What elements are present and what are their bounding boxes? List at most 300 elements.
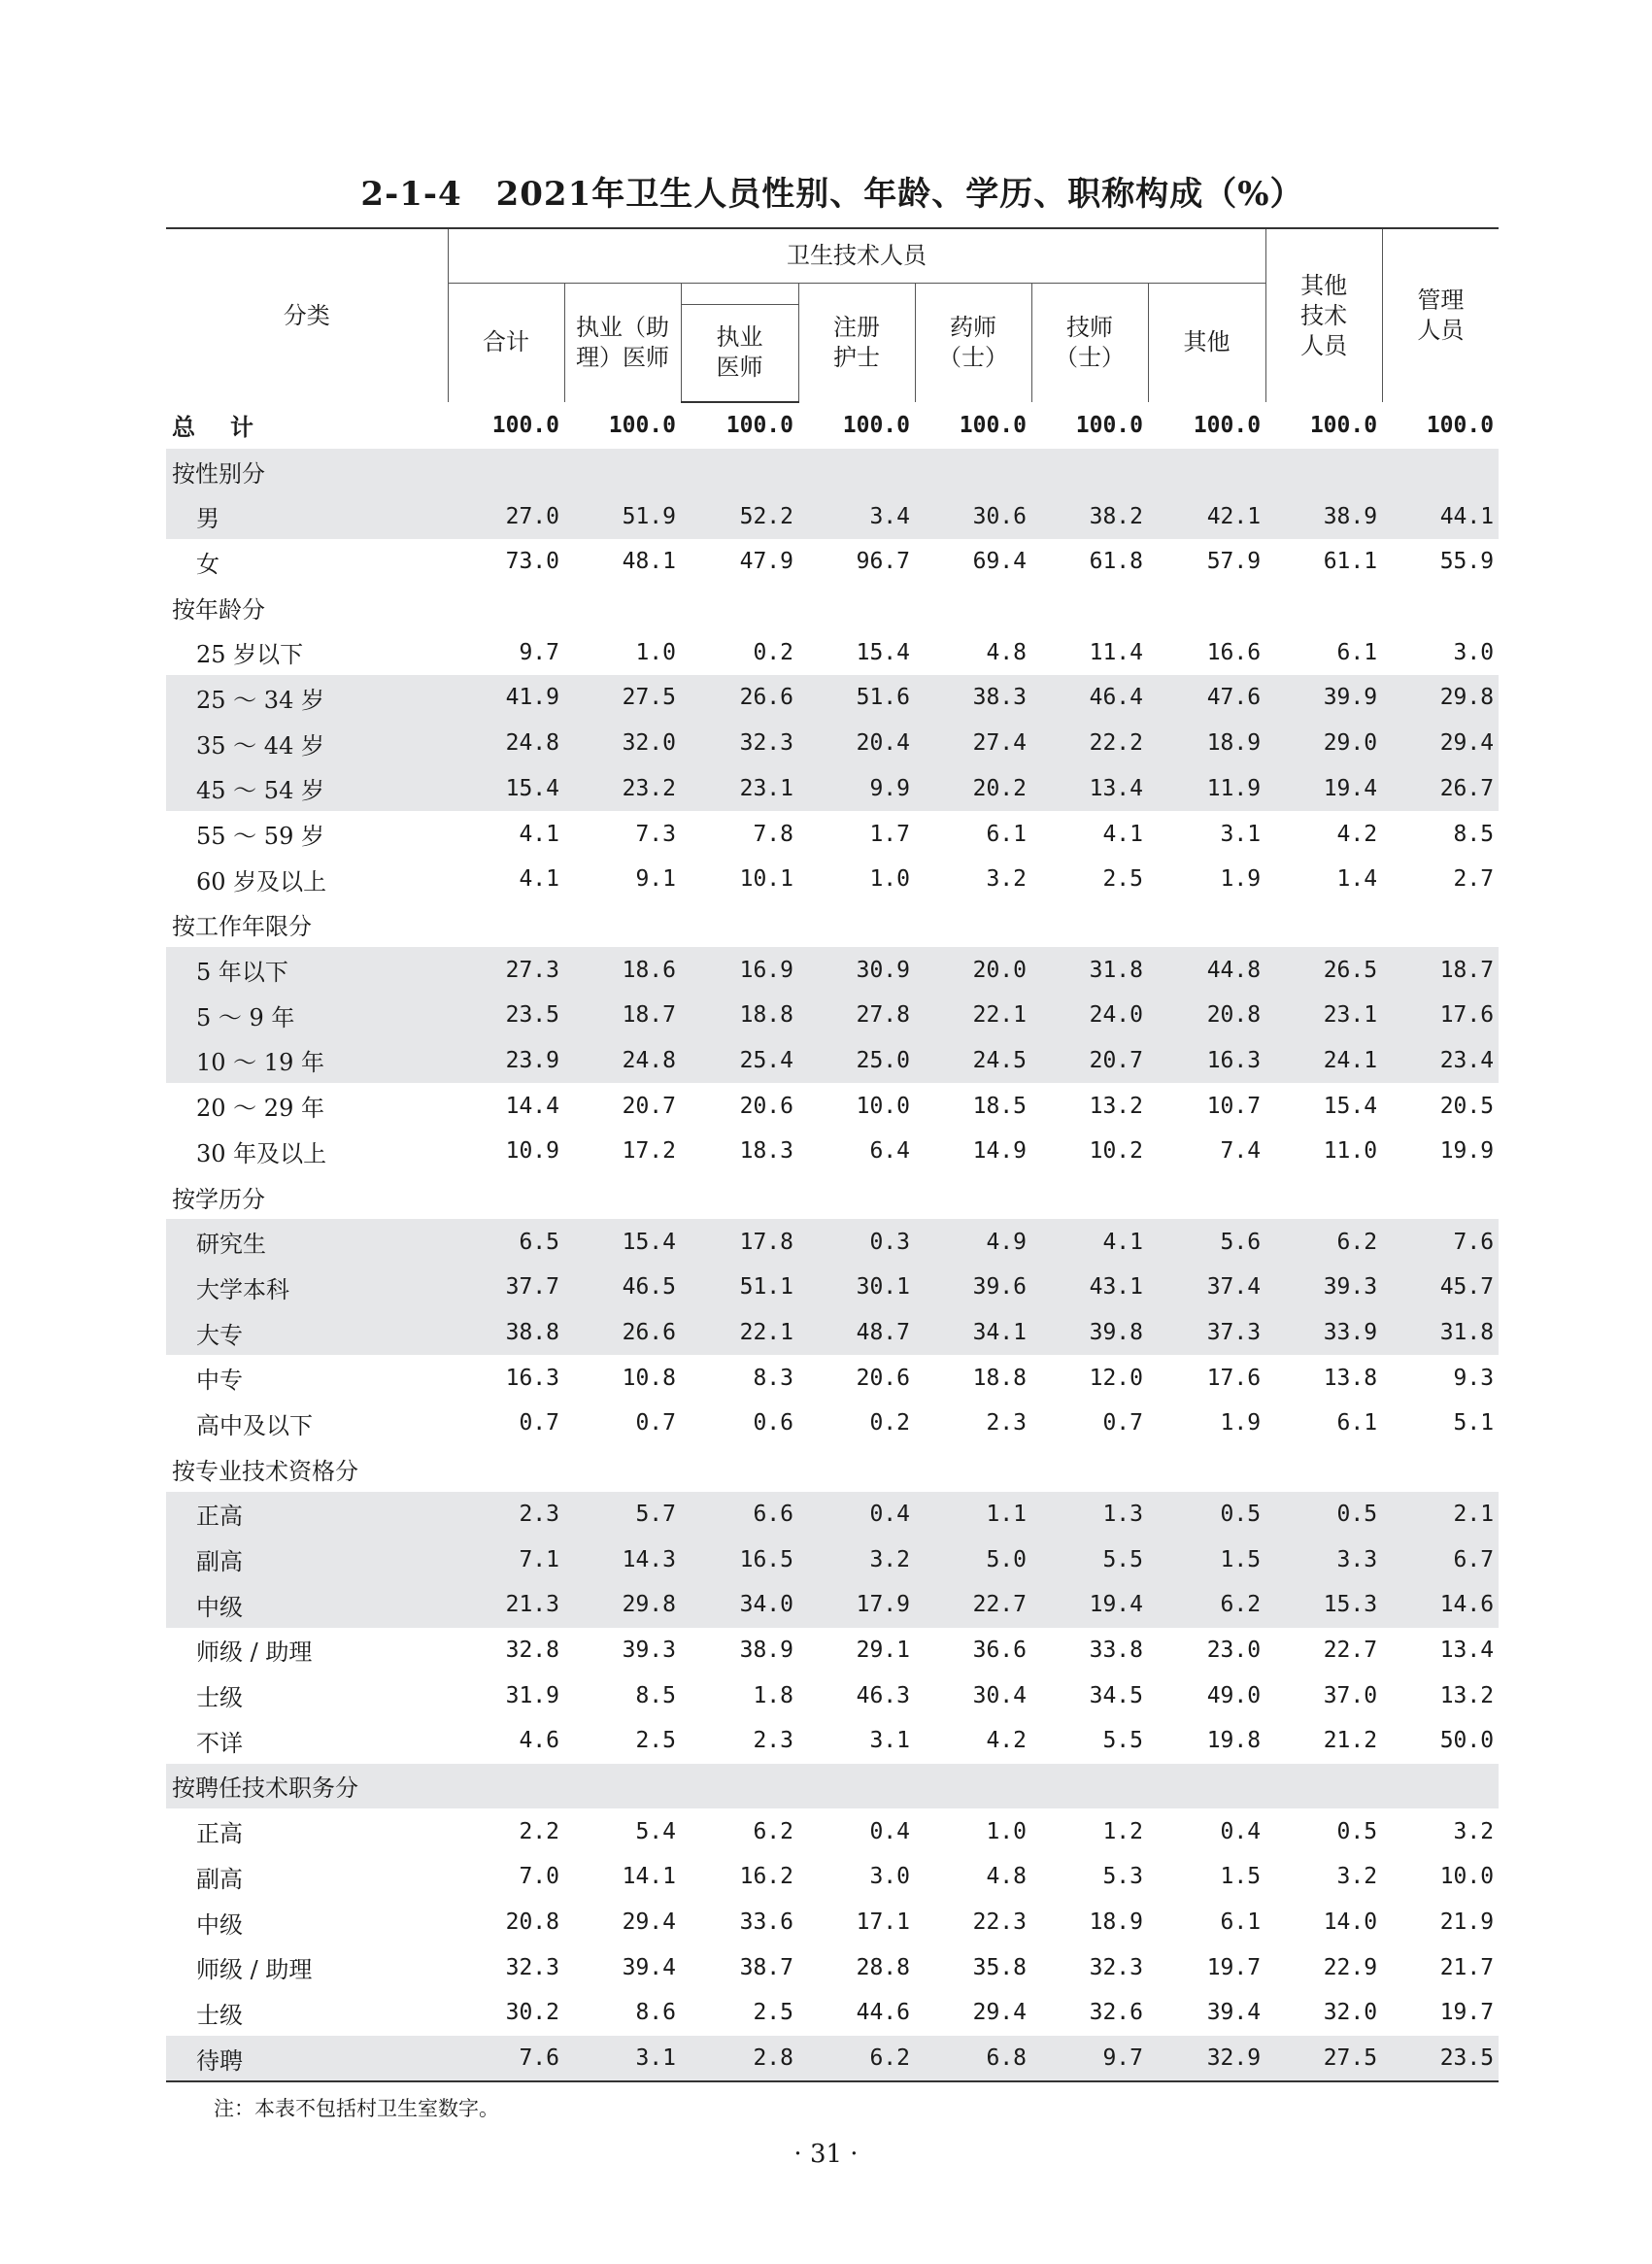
cell-value: 20.6: [739, 1093, 793, 1119]
cell-value: 8.3: [753, 1365, 793, 1391]
cell-value: 0.5: [1336, 1818, 1378, 1844]
cell-value: 3.2: [1336, 1864, 1378, 1890]
cell-value: 39.8: [1031, 1310, 1148, 1356]
cell-value: 8.6: [635, 2000, 676, 2026]
cell-value: 10.2: [1089, 1138, 1143, 1165]
cell-value: 4.2: [986, 1728, 1027, 1754]
cell-value: 23.0: [1206, 1637, 1262, 1663]
table-row: [166, 1083, 1499, 1129]
row-label: 师级 / 助理: [196, 1639, 313, 1667]
cell-value: 26.6: [564, 1310, 681, 1356]
cell-value: 61.1: [1323, 549, 1378, 575]
cell-value: 4.1: [1102, 821, 1143, 847]
cell-value: 18.8: [972, 1365, 1027, 1391]
row-label: 正高: [196, 1820, 243, 1848]
cell-value: 32.6: [1089, 2000, 1143, 2026]
cell-value: 33.6: [739, 1909, 793, 1936]
row-label: 按学历分: [172, 1185, 265, 1213]
cell-value: 37.0: [1323, 1682, 1378, 1708]
cell-value: 20.2: [915, 766, 1031, 812]
cell-value: 39.3: [622, 1637, 676, 1663]
row-label: 士级: [196, 2001, 243, 2029]
cell-value: 7.8: [753, 821, 793, 847]
cell-value: 31.8: [1031, 947, 1148, 993]
cell-value: 22.2: [1031, 721, 1148, 766]
cell-value: 24.8: [448, 721, 564, 766]
row-label: 30 年及以上: [196, 1139, 327, 1167]
cell-value: 4.8: [986, 639, 1027, 665]
cell-value: 26.7: [1382, 766, 1499, 812]
table-row: [166, 993, 1499, 1038]
cell-value: 51.1: [681, 1265, 798, 1310]
cell-value: 9.9: [798, 766, 915, 812]
row-label: 正高: [166, 1492, 448, 1537]
row-label: 女: [196, 550, 219, 578]
cell-value: 2.5: [753, 2000, 793, 2026]
cell-value: 6.1: [1336, 639, 1378, 665]
cell-value: 20.4: [798, 721, 915, 766]
cell-value: 100.0: [725, 413, 793, 439]
cell-value: [915, 1764, 1031, 1809]
cell-value: 46.3: [856, 1682, 910, 1708]
cell-value: 26.6: [681, 675, 798, 721]
cell-value: [1031, 1764, 1148, 1809]
table-row: [166, 1537, 1499, 1582]
cell-value: [915, 449, 1031, 494]
cell-value: [1148, 1446, 1265, 1492]
cell-value: 45.7: [1382, 1265, 1499, 1310]
cell-value: 5.4: [635, 1818, 676, 1844]
cell-value: 18.7: [564, 993, 681, 1038]
cell-value: [448, 1174, 564, 1220]
cell-value: 3.2: [1453, 1818, 1495, 1844]
cell-value: 19.4: [1265, 766, 1382, 812]
cell-value: [1382, 449, 1499, 494]
cell-value: 24.5: [915, 1038, 1031, 1084]
table-row: [166, 1944, 1499, 1990]
cell-value: 100.0: [608, 412, 676, 438]
cell-value: 8.5: [1453, 821, 1495, 847]
cell-value: 49.0: [1206, 1682, 1262, 1708]
cell-value: 61.8: [1089, 549, 1143, 575]
row-label: 副高: [196, 1865, 243, 1893]
cell-value: 20.5: [1439, 1093, 1495, 1119]
header-technician: 技师 （士）: [1031, 283, 1148, 402]
header-health-tech: 卫生技术人员: [448, 228, 1265, 283]
cell-value: [798, 1764, 915, 1809]
cell-value: 21.9: [1439, 1909, 1495, 1936]
cell-value: 19.7: [1206, 1954, 1262, 1980]
cell-value: 31.8: [1382, 1310, 1499, 1356]
cell-value: 5.5: [1102, 1728, 1143, 1754]
cell-value: 2.3: [986, 1410, 1027, 1436]
cell-value: 6.1: [1336, 1410, 1378, 1436]
cell-value: 1.4: [1336, 866, 1378, 893]
cell-value: 37.7: [448, 1265, 564, 1310]
cell-value: 1.0: [869, 866, 910, 893]
cell-value: 51.6: [798, 675, 915, 721]
cell-value: 23.4: [1382, 1038, 1499, 1084]
cell-value: [915, 1174, 1031, 1220]
cell-value: [1031, 902, 1148, 948]
cell-value: 38.2: [1031, 493, 1148, 539]
cell-value: 39.4: [1206, 2000, 1262, 2026]
table-row: [166, 1492, 1499, 1537]
cell-value: 32.3: [681, 721, 798, 766]
cell-value: 44.8: [1148, 947, 1265, 993]
cell-value: 0.3: [798, 1219, 915, 1265]
cell-value: 30.4: [972, 1682, 1027, 1708]
cell-value: 5.7: [564, 1492, 681, 1537]
cell-value: [1148, 449, 1265, 494]
cell-value: 13.2: [1439, 1682, 1495, 1708]
cell-value: 15.4: [856, 639, 910, 665]
table-row: [166, 675, 1499, 721]
cell-value: 2.3: [448, 1492, 564, 1537]
cell-value: [1148, 585, 1265, 630]
row-label: 按专业技术资格分: [172, 1457, 358, 1485]
table-title: 2-1-4 2021年卫生人员性别、年龄、学历、职称构成（%）: [360, 175, 1304, 214]
row-label: 士级: [196, 1684, 243, 1712]
cell-value: 16.5: [681, 1537, 798, 1582]
cell-value: [448, 585, 564, 630]
row-label: 45 ～ 54 岁: [166, 766, 448, 812]
cell-value: 48.7: [798, 1310, 915, 1356]
cell-value: 0.2: [753, 639, 793, 665]
cell-value: 32.3: [1089, 1954, 1143, 1980]
cell-value: [1031, 1174, 1148, 1220]
cell-value: 18.7: [1382, 947, 1499, 993]
cell-value: 48.1: [622, 549, 676, 575]
cell-value: 30.6: [915, 493, 1031, 539]
cell-value: 55.9: [1439, 549, 1495, 575]
cell-value: [798, 449, 915, 494]
cell-value: 16.9: [681, 947, 798, 993]
cell-value: 22.9: [1323, 1954, 1378, 1980]
data-table: [166, 227, 1499, 2082]
cell-value: 100.0: [1075, 412, 1143, 438]
cell-value: 19.4: [1031, 1582, 1148, 1628]
cell-value: [1031, 1446, 1148, 1492]
row-label: 高中及以下: [196, 1411, 313, 1439]
cell-value: [564, 1764, 681, 1809]
cell-value: 18.6: [564, 947, 681, 993]
table-row: [166, 1854, 1499, 1900]
cell-value: 47.9: [739, 549, 793, 575]
header-licensed-asst: 执业（助 理）医师: [564, 283, 681, 402]
cell-value: [1382, 585, 1499, 630]
cell-value: 13.2: [1089, 1093, 1143, 1119]
header-licensed: 执业 医师: [681, 304, 798, 402]
cell-value: 31.9: [505, 1682, 559, 1708]
row-label: 按聘任技术职务分: [166, 1764, 448, 1809]
cell-value: 30.1: [798, 1265, 915, 1310]
table-row: [166, 493, 1499, 539]
cell-value: 14.3: [564, 1537, 681, 1582]
table-row: [166, 1355, 1499, 1401]
cell-value: 6.2: [753, 1818, 793, 1844]
row-label: 20 ～ 29 年: [196, 1095, 324, 1123]
cell-value: [681, 1446, 798, 1492]
cell-value: 6.1: [986, 821, 1027, 847]
table-row: [166, 449, 1499, 494]
cell-value: 21.2: [1323, 1728, 1378, 1754]
cell-value: 10.7: [1206, 1093, 1262, 1119]
cell-value: 1.1: [915, 1492, 1031, 1537]
cell-value: 7.0: [519, 1864, 559, 1890]
cell-value: 4.1: [519, 866, 559, 893]
cell-value: 22.7: [1323, 1637, 1378, 1663]
row-label: 研究生: [166, 1219, 448, 1265]
cell-value: 37.4: [1148, 1265, 1265, 1310]
cell-value: [564, 1174, 681, 1220]
row-label: 60 岁及以上: [196, 867, 327, 895]
cell-value: [448, 1446, 564, 1492]
cell-value: [1148, 1174, 1265, 1220]
cell-value: 7.3: [635, 821, 676, 847]
cell-value: 0.4: [1220, 1818, 1262, 1844]
cell-value: 3.1: [869, 1728, 910, 1754]
cell-value: 30.2: [505, 2000, 559, 2026]
cell-value: 100.0: [1426, 412, 1495, 438]
row-label: 中级: [166, 1582, 448, 1628]
cell-value: 14.4: [505, 1093, 559, 1119]
cell-value: 15.4: [564, 1219, 681, 1265]
cell-value: 26.5: [1265, 947, 1382, 993]
cell-value: 6.1: [1220, 1909, 1262, 1936]
cell-value: 21.3: [448, 1582, 564, 1628]
cell-value: 22.3: [972, 1909, 1027, 1936]
cell-value: 100.0: [842, 412, 910, 438]
cell-value: [448, 449, 564, 494]
cell-value: 24.0: [1031, 993, 1148, 1038]
cell-value: 15.3: [1265, 1582, 1382, 1628]
cell-value: 3.0: [1453, 639, 1495, 665]
cell-value: 69.4: [972, 549, 1027, 575]
cell-value: 22.1: [681, 1310, 798, 1356]
cell-value: [1382, 1446, 1499, 1492]
table-row: [166, 585, 1499, 630]
cell-value: 1.9: [1220, 866, 1262, 893]
row-label: 按工作年限分: [172, 913, 312, 941]
cell-value: 21.7: [1439, 1954, 1495, 1980]
table-row: [166, 902, 1499, 948]
row-label: 待聘: [166, 2036, 448, 2082]
cell-value: 1.9: [1220, 1410, 1262, 1436]
header-category: 分类: [166, 228, 448, 402]
cell-value: 38.9: [739, 1637, 793, 1663]
cell-value: 39.3: [1265, 1265, 1382, 1310]
cell-value: 23.1: [1265, 993, 1382, 1038]
row-label: 中专: [196, 1367, 243, 1395]
cell-value: 2.8: [681, 2036, 798, 2082]
cell-value: 39.9: [1265, 675, 1382, 721]
cell-value: 1.3: [1031, 1492, 1148, 1537]
cell-value: [1265, 1764, 1382, 1809]
cell-value: [681, 902, 798, 948]
cell-value: 38.3: [915, 675, 1031, 721]
cell-value: 32.9: [1148, 2036, 1265, 2082]
cell-value: [1148, 902, 1265, 948]
table-row: [166, 2036, 1499, 2082]
table-row: [166, 539, 1499, 585]
header-other: 其他: [1148, 283, 1265, 402]
cell-value: 32.3: [505, 1954, 559, 1980]
cell-value: 17.6: [1382, 993, 1499, 1038]
cell-value: [564, 902, 681, 948]
cell-value: 0.7: [635, 1410, 676, 1436]
cell-value: 11.4: [1089, 639, 1143, 665]
table-row: [166, 1129, 1499, 1174]
cell-value: 1.5: [1148, 1537, 1265, 1582]
cell-value: 23.5: [448, 993, 564, 1038]
table-row: [166, 811, 1499, 857]
table-row: [166, 1446, 1499, 1492]
cell-value: 46.5: [564, 1265, 681, 1310]
cell-value: 18.9: [1089, 1909, 1143, 1936]
cell-value: 100.0: [1193, 412, 1262, 438]
cell-value: [1031, 449, 1148, 494]
cell-value: 38.7: [739, 1954, 793, 1980]
cell-value: [1265, 1174, 1382, 1220]
cell-value: 2.2: [519, 1818, 559, 1844]
cell-value: 2.1: [1382, 1492, 1499, 1537]
cell-value: [681, 585, 798, 630]
cell-value: 29.0: [1265, 721, 1382, 766]
cell-value: 14.9: [972, 1138, 1027, 1165]
cell-value: 1.5: [1220, 1864, 1262, 1890]
cell-value: 10.9: [505, 1138, 559, 1165]
cell-value: 20.0: [915, 947, 1031, 993]
cell-value: 2.7: [1453, 866, 1495, 893]
row-label: 副高: [166, 1537, 448, 1582]
cell-value: 4.2: [1336, 821, 1378, 847]
cell-value: 43.1: [1031, 1265, 1148, 1310]
cell-value: 0.4: [798, 1492, 915, 1537]
cell-value: 1.0: [635, 639, 676, 665]
cell-value: 22.1: [915, 993, 1031, 1038]
cell-value: 10.0: [1439, 1864, 1495, 1890]
cell-value: 0.7: [519, 1410, 559, 1436]
cell-value: 2.5: [1102, 866, 1143, 893]
cell-value: 13.4: [1439, 1637, 1495, 1663]
cell-value: 52.2: [681, 493, 798, 539]
cell-value: 3.2: [986, 866, 1027, 893]
row-label: 按性别分: [166, 449, 448, 494]
cell-value: 20.8: [1148, 993, 1265, 1038]
row-label: 10 ～ 19 年: [166, 1038, 448, 1084]
row-label: 5 ～ 9 年: [166, 993, 448, 1038]
table-note: 注：本表不包括村卫生室数字。: [214, 2097, 499, 2120]
row-label: 中级: [196, 1910, 243, 1939]
cell-value: 14.1: [622, 1864, 676, 1890]
cell-value: 20.8: [505, 1909, 559, 1936]
cell-value: [1265, 585, 1382, 630]
cell-value: 2.3: [753, 1728, 793, 1754]
table-row: [166, 1808, 1499, 1854]
cell-value: 13.4: [1031, 766, 1148, 812]
cell-value: 3.1: [1220, 821, 1262, 847]
cell-value: [1265, 1446, 1382, 1492]
table-row: [166, 1628, 1499, 1673]
cell-value: 33.8: [1089, 1637, 1143, 1663]
cell-value: 12.0: [1089, 1365, 1143, 1391]
cell-value: 9.7: [1031, 2036, 1148, 2082]
cell-value: 32.0: [1323, 2000, 1378, 2026]
cell-value: 32.0: [564, 721, 681, 766]
cell-value: 27.4: [915, 721, 1031, 766]
table-row: [166, 1219, 1499, 1265]
cell-value: [915, 902, 1031, 948]
cell-value: 29.4: [622, 1909, 676, 1936]
cell-value: 27.5: [564, 675, 681, 721]
cell-value: 36.6: [972, 1637, 1027, 1663]
cell-value: [681, 1174, 798, 1220]
cell-value: 15.4: [448, 766, 564, 812]
cell-value: 27.3: [448, 947, 564, 993]
cell-value: 20.7: [622, 1093, 676, 1119]
cell-value: 18.5: [972, 1093, 1027, 1119]
table-row: [166, 1401, 1499, 1446]
cell-value: 6.4: [869, 1138, 910, 1165]
cell-value: [564, 585, 681, 630]
cell-value: 17.8: [681, 1219, 798, 1265]
cell-value: [681, 1764, 798, 1809]
cell-value: 0.2: [869, 1410, 910, 1436]
cell-value: 4.8: [986, 1864, 1027, 1890]
cell-value: 16.2: [739, 1864, 793, 1890]
cell-value: 0.5: [1265, 1492, 1382, 1537]
cell-value: 44.1: [1382, 493, 1499, 539]
cell-value: 11.9: [1148, 766, 1265, 812]
cell-value: 5.0: [915, 1537, 1031, 1582]
cell-value: 16.3: [1148, 1038, 1265, 1084]
cell-value: 25.4: [681, 1038, 798, 1084]
cell-value: 4.1: [1031, 1219, 1148, 1265]
cell-value: 0.5: [1148, 1492, 1265, 1537]
cell-value: 34.0: [681, 1582, 798, 1628]
cell-value: 29.4: [972, 2000, 1027, 2026]
table-row: [166, 721, 1499, 766]
row-label: 大专: [166, 1310, 448, 1356]
cell-value: 57.9: [1206, 549, 1262, 575]
cell-value: 19.7: [1439, 2000, 1495, 2026]
cell-value: 27.0: [448, 493, 564, 539]
cell-value: 6.7: [1382, 1537, 1499, 1582]
table-row: [166, 1990, 1499, 2036]
cell-value: 29.4: [1382, 721, 1499, 766]
cell-value: 17.2: [622, 1138, 676, 1165]
cell-value: 14.0: [1323, 1909, 1378, 1936]
cell-value: 42.1: [1148, 493, 1265, 539]
cell-value: 96.7: [856, 549, 910, 575]
cell-value: 18.3: [739, 1138, 793, 1165]
cell-value: 6.2: [798, 2036, 915, 2082]
cell-value: 73.0: [505, 549, 559, 575]
cell-value: 19.9: [1439, 1138, 1495, 1165]
cell-value: 3.3: [1265, 1537, 1382, 1582]
cell-value: 1.0: [986, 1818, 1027, 1844]
cell-value: 38.8: [448, 1310, 564, 1356]
cell-value: 6.6: [681, 1492, 798, 1537]
cell-value: 25.0: [798, 1038, 915, 1084]
cell-value: 17.9: [798, 1582, 915, 1628]
header-pharmacist: 药师 （士）: [915, 283, 1031, 402]
cell-value: [448, 1764, 564, 1809]
cell-value: 4.9: [915, 1219, 1031, 1265]
table-row: [166, 629, 1499, 675]
cell-value: 34.5: [1089, 1682, 1143, 1708]
